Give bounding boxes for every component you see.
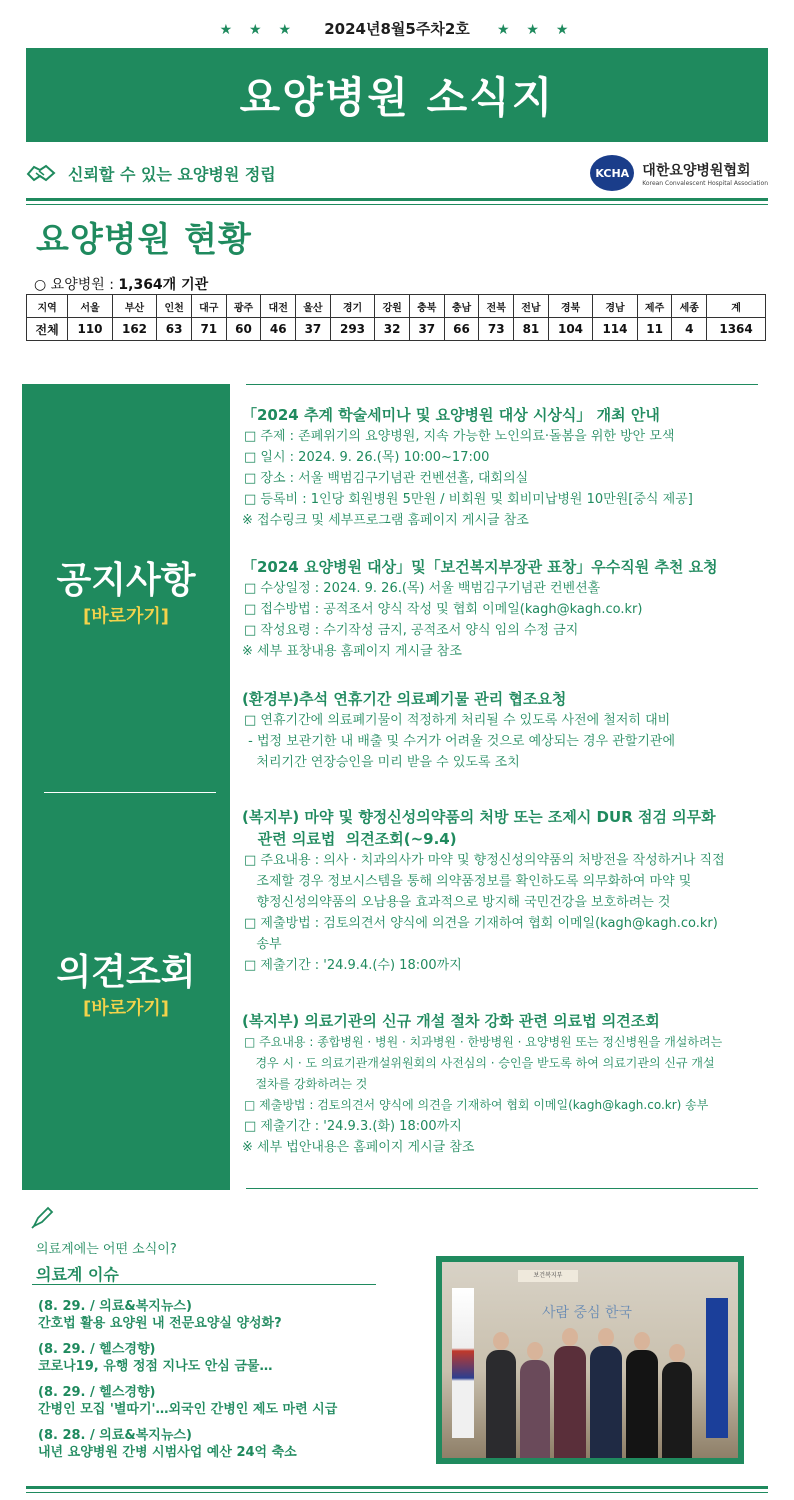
table-cell: 32	[375, 318, 410, 341]
table-header-cell: 경북	[548, 295, 592, 318]
table-cell: 73	[479, 318, 514, 341]
notice-item-title[interactable]: (환경부)추석 연휴기간 의료폐기물 관리 협조요청	[242, 690, 567, 708]
table-cell: 37	[296, 318, 331, 341]
opinion-item-line: □ 제출기간 : '24.9.4.(수) 18:00까지	[244, 958, 462, 973]
slogan-text: 신뢰할 수 있는 요양병원 정립	[68, 164, 276, 184]
notice-item-3	[242, 688, 782, 773]
table-header-cell: 인천	[157, 295, 192, 318]
table-header-cell: 제주	[637, 295, 672, 318]
opinion-item-title[interactable]: (복지부) 의료기관의 신규 개설 절차 강화 관련 의료법 의견조회	[242, 1012, 660, 1030]
sidebar-divider	[44, 792, 216, 793]
photo-wall-text: 사람 중심 한국	[542, 1305, 633, 1321]
notice-item-line: 처리기간 연장승인을 미리 받을 수 있도록 조치	[244, 755, 520, 770]
opinion-item-title[interactable]: (복지부) 마약 및 향정신성의약품의 처방 또는 조제시 DUR 점검 의무화	[242, 808, 716, 826]
opinion-item-line: □ 주요내용 : 의사 · 치과의사가 마약 및 향정신성의약품의 처방전을 작성하거나 직접	[244, 853, 725, 868]
news-headline[interactable]: 코로나19, 유행 정점 지나도 안심 금물…	[38, 1359, 273, 1374]
ministry-flag-icon	[706, 1298, 728, 1438]
table-cell: 1364	[707, 318, 766, 341]
star-icons-right: ★ ★ ★	[496, 22, 575, 38]
table-header-cell: 경남	[593, 295, 637, 318]
table-header-cell: 지역	[27, 295, 68, 318]
table-header-cell: 전북	[479, 295, 514, 318]
table-header-cell: 대전	[261, 295, 296, 318]
table-cell: 71	[191, 318, 226, 341]
newsletter-title: 요양병원 소식지	[239, 73, 555, 122]
news-photo-frame	[436, 1256, 744, 1464]
table-cell: 46	[261, 318, 296, 341]
table-row	[27, 318, 766, 341]
opinion-item-line: 향정신성의약품의 오남용을 효과적으로 방지해 국민건강을 보호하려는 것	[244, 895, 671, 910]
table-header-cell: 전남	[514, 295, 549, 318]
kcha-logo-icon: KCHA	[590, 155, 634, 191]
opinion-item-line: 경우 시 · 도 의료기관개설위원회의 사전심의 · 승인을 받도록 하여 의료기관의 신규 개설	[244, 1056, 715, 1070]
region-stats-table	[26, 294, 766, 341]
notice-item-line: □ 장소 : 서울 백범김구기념관 컨벤션홀, 대회의실	[244, 471, 529, 486]
notice-item-line: □ 접수방법 : 공적조서 양식 작성 및 협회 이메일(kagh@kagh.co.kr)	[244, 602, 643, 617]
news-headline[interactable]: 내년 요양병원 간병 시범사업 예산 24억 축소	[38, 1445, 297, 1460]
table-header-cell: 강원	[375, 295, 410, 318]
news-item[interactable]	[38, 1384, 418, 1418]
slogan-row	[26, 152, 768, 194]
opinion-item-note: ※ 세부 법안내용은 홈페이지 게시글 참조	[242, 1140, 475, 1155]
notice-item-line: □ 일시 : 2024. 9. 26.(목) 10:00~17:00	[244, 450, 490, 465]
table-cell: 전체	[27, 318, 68, 341]
association-eng-name: Korean Convalescent Hospital Association	[642, 179, 768, 187]
opinion-item-line: □ 주요내용 : 종합병원 · 병원 · 치과병원 · 한방병원 · 요양병원 또는 정신병원을 개설하려는	[244, 1035, 723, 1049]
person-figure	[554, 1346, 586, 1458]
notice-item-line: □ 주제 : 존폐위기의 요양병원, 지속 가능한 노인의료·돌봄을 위한 방안 모색	[244, 429, 675, 444]
issue-number: 2024년8월5주차2호	[324, 20, 470, 38]
news-source: (8. 28. / 의료&복지뉴스)	[38, 1428, 192, 1443]
table-cell: 114	[593, 318, 637, 341]
opinion-item-line: 송부	[244, 937, 282, 952]
notice-item-line: - 법정 보관기한 내 배출 및 수거가 어려울 것으로 예상되는 경우 관할기관에	[244, 734, 676, 749]
korean-flag-icon	[452, 1288, 474, 1438]
person-figure	[626, 1350, 658, 1458]
status-title: 요양병원 현황	[36, 220, 252, 260]
footer-divider	[26, 1486, 768, 1489]
news-source: (8. 29. / 헬스경향)	[38, 1342, 156, 1357]
news-item[interactable]	[38, 1427, 418, 1461]
opinion-item-line: □ 제출기간 : '24.9.3.(화) 18:00까지	[244, 1119, 462, 1134]
news-source: (8. 29. / 의료&복지뉴스)	[38, 1299, 192, 1314]
news-divider	[32, 1284, 376, 1285]
notice-item-note: ※ 세부 표창내용 홈페이지 게시글 참조	[242, 644, 462, 659]
table-cell: 63	[157, 318, 192, 341]
content-divider	[246, 1188, 758, 1189]
footer-divider	[26, 1492, 768, 1493]
news-headline[interactable]: 간호법 활용 요양원 내 전문요양실 양성화?	[38, 1316, 282, 1331]
handshake-icon	[26, 162, 56, 184]
person-figure	[590, 1346, 622, 1458]
divider	[26, 198, 768, 201]
table-cell: 81	[514, 318, 549, 341]
person-figure	[486, 1350, 516, 1458]
table-cell: 66	[444, 318, 479, 341]
person-figure	[520, 1360, 550, 1458]
person-figure	[662, 1362, 692, 1458]
opinion-item-title[interactable]: 관련 의료법 의견조회(~9.4)	[242, 830, 457, 848]
pen-icon	[30, 1204, 56, 1236]
news-source: (8. 29. / 헬스경향)	[38, 1385, 156, 1400]
table-header-row	[27, 295, 766, 318]
table-header-cell: 충북	[409, 295, 444, 318]
notice-item-2	[242, 556, 782, 662]
notice-item-title[interactable]: 「2024 추계 학술세미나 및 요양병원 대상 시상식」 개최 안내	[242, 406, 660, 424]
photo-sign: 보건복지부	[518, 1270, 578, 1282]
news-headline[interactable]: 간병인 모집 '별따기'…외국인 간병인 제도 마련 시급	[38, 1402, 338, 1417]
opinion-label: 의견조회	[56, 952, 196, 993]
content-divider	[246, 384, 758, 385]
notice-label: 공지사항	[56, 560, 196, 601]
table-cell: 11	[637, 318, 672, 341]
table-header-cell: 울산	[296, 295, 331, 318]
title-banner	[26, 48, 768, 142]
count-value: 1,364개 기관	[118, 277, 209, 293]
count-prefix: ○ 요양병원 :	[34, 277, 119, 293]
opinion-item-1	[242, 806, 782, 976]
table-header-cell: 부산	[112, 295, 156, 318]
opinion-item-line: 절차를 강화하려는 것	[244, 1077, 368, 1091]
table-cell: 4	[672, 318, 707, 341]
table-header-cell: 세종	[672, 295, 707, 318]
notice-item-note: ※ 접수링크 및 세부프로그램 홈페이지 게시글 참조	[242, 513, 529, 528]
table-cell: 104	[548, 318, 592, 341]
opinion-link[interactable]: [바로가기]	[82, 998, 169, 1019]
issue-line	[0, 18, 794, 39]
table-cell: 162	[112, 318, 156, 341]
divider	[26, 204, 768, 205]
star-icons-left: ★ ★ ★	[219, 22, 297, 38]
notice-item-line: □ 수상일정 : 2024. 9. 26.(목) 서울 백범김구기념관 컨벤션홀	[244, 581, 601, 596]
notice-link[interactable]: [바로가기]	[82, 606, 169, 627]
notice-item-line: □ 연휴기간에 의료폐기물이 적정하게 처리될 수 있도록 사전에 철저히 대비	[244, 713, 671, 728]
table-header-cell: 서울	[68, 295, 112, 318]
hospital-count	[34, 274, 208, 294]
table-header-cell: 충남	[444, 295, 479, 318]
news-item[interactable]	[38, 1341, 418, 1375]
notice-item-1	[242, 404, 782, 531]
association-logo	[590, 155, 768, 191]
notice-item-title[interactable]: 「2024 요양병원 대상」및「보건복지부장관 표창」우수직원 추천 요청	[242, 558, 718, 576]
opinion-item-line: □ 제출방법 : 검토의견서 양식에 의견을 기재하여 협회 이메일(kagh@kagh.co.kr)	[244, 916, 718, 931]
table-header-cell: 광주	[226, 295, 261, 318]
opinion-item-line: 조제할 경우 정보시스템을 통해 의약품정보를 확인하도록 의무화하여 마약 및	[244, 874, 692, 889]
news-item[interactable]	[38, 1298, 418, 1332]
table-cell: 37	[409, 318, 444, 341]
news-title: 의료계 이슈	[36, 1265, 119, 1284]
notice-item-line: □ 등록비 : 1인당 회원병원 5만원 / 비회원 및 회비미납병원 10만원[중식 제공]	[244, 492, 693, 507]
opinion-item-line: □ 제출방법 : 검토의견서 양식에 의견을 기재하여 협회 이메일(kagh@kagh.co.kr) 송부	[244, 1098, 709, 1112]
opinion-item-2	[242, 1010, 782, 1158]
table-header-cell: 경기	[330, 295, 374, 318]
association-name: 대한요양병원협회	[642, 162, 751, 179]
news-subtitle: 의료계에는 어떤 소식이?	[36, 1242, 177, 1257]
slogan	[26, 162, 276, 185]
notice-item-line: □ 작성요령 : 수기작성 금지, 공적조서 양식 임의 수정 금지	[244, 623, 579, 638]
table-header-cell: 대구	[191, 295, 226, 318]
table-cell: 60	[226, 318, 261, 341]
table-header-cell: 계	[707, 295, 766, 318]
table-cell: 293	[330, 318, 374, 341]
table-cell: 110	[68, 318, 112, 341]
group-photo	[442, 1262, 738, 1458]
